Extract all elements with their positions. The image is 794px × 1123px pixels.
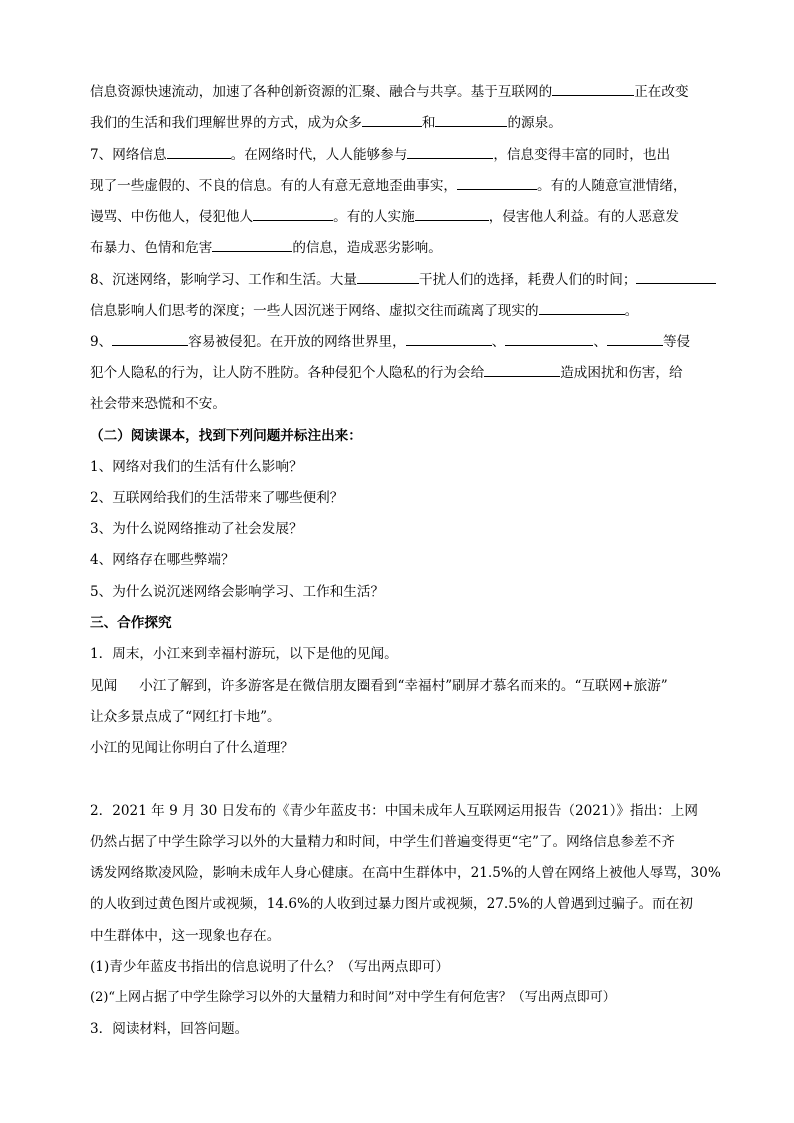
text: 信息资源快速流动，加速了各种创新资源的汇聚、融合与共享。基于互联网的 — [90, 84, 553, 100]
text: 9、 — [90, 334, 113, 350]
section2-question-3: 3、为什么说网络推动了社会发展？ — [90, 521, 303, 537]
section3-item1-line-2: 让众多景点成了“网红打卡地”。 — [90, 709, 281, 725]
fill-blank[interactable] — [167, 145, 231, 159]
fill-blank[interactable] — [435, 113, 507, 127]
text: 8、沉迷网络，影响学习、工作和生活。大量 — [90, 272, 357, 288]
q9-line-2 — [90, 363, 683, 383]
section3-item3-title: 3．阅读材料，回答问题。 — [90, 1021, 249, 1037]
text: 的源泉。 — [507, 115, 562, 131]
fill-blank[interactable] — [212, 238, 292, 252]
fill-blank[interactable] — [112, 332, 188, 346]
fill-blank[interactable] — [484, 363, 560, 377]
text: 、 — [593, 334, 607, 350]
text: 造成困扰和伤害，给 — [560, 365, 683, 381]
section3-item2-line-3: 诱发网络欺凌风险，影响未成年人身心健康。在高中生群体中，21.5%的人曾在网络上被他人辱骂，30% — [90, 865, 721, 881]
text: 。在网络时代，人人能够参与 — [230, 147, 408, 163]
section3-item2-line-2: 仍然占据了中学生除学习以外的大量精力和时间，中学生们普遍变得更“宅”了。网络信息参差不齐 — [90, 834, 675, 850]
q7-line-2 — [90, 176, 687, 196]
text: 犯个人隐私的行为，让人防不胜防。各种侵犯个人隐私的行为会给 — [90, 365, 485, 381]
section3-heading: 三、合作探究 — [90, 615, 172, 631]
text: ，侵害他人利益。有的人恶意发 — [488, 209, 679, 225]
q7-line-4 — [90, 238, 442, 258]
fill-blank[interactable] — [636, 270, 716, 284]
intro-line-2 — [90, 113, 562, 133]
text: 。有的人随意宣泄情绪， — [537, 178, 687, 194]
q8-line-1 — [90, 270, 716, 290]
text: 。有的人实施 — [333, 209, 415, 225]
text: 小江了解到，许多游客是在微信朋友圈看到“幸福村”刷屏才慕名而来的。“互联网+旅游” — [139, 678, 668, 694]
section2-question-2: 2、互联网给我们的生活带来了哪些便利？ — [90, 490, 344, 506]
fill-blank[interactable] — [457, 176, 537, 190]
fill-blank[interactable] — [607, 332, 663, 346]
section2-question-5: 5、为什么说沉迷网络会影响学习、工作和生活？ — [90, 584, 385, 600]
section3-item2-line-1: 2．2021 年 9 月 30 日发布的《青少年蓝皮书：中国未成年人互联网运用报告（2021）》指出：上网 — [90, 803, 698, 819]
fill-blank[interactable] — [552, 82, 634, 96]
text: 谩骂、中伤他人，侵犯他人 — [90, 209, 254, 225]
intro-line-1 — [90, 82, 689, 102]
fill-blank[interactable] — [415, 207, 489, 221]
q7-line-3 — [90, 207, 679, 227]
fill-blank[interactable] — [505, 332, 593, 346]
text: 容易被侵犯。在开放的网络世界里， — [188, 334, 406, 350]
section3-item1-title: 1．周末，小江来到幸福村游玩，以下是他的见闻。 — [90, 646, 398, 662]
section2-question-1: 1、网络对我们的生活有什么影响？ — [90, 459, 303, 475]
q8-line-2 — [90, 301, 638, 321]
fill-blank[interactable] — [406, 332, 492, 346]
text: ，信息变得丰富的同时，也出 — [493, 147, 671, 163]
label-jianwen: 见闻 — [90, 678, 118, 694]
q9-line-1 — [90, 332, 690, 352]
section3-item1-line-1 — [90, 676, 668, 696]
text: 7、网络信息 — [90, 147, 167, 163]
text: 和 — [421, 115, 436, 131]
text: 的信息，造成恶劣影响。 — [292, 240, 442, 256]
fill-blank[interactable] — [357, 270, 419, 284]
section3-item2-question-2: (2)“上网占据了中学生除学习以外的大量精力和时间”对中学生有何危害？（写出两点即可） — [90, 990, 616, 1005]
text: 现了一些虚假的、不良的信息。有的人有意无意地歪曲事实， — [90, 178, 458, 194]
text: 、 — [491, 334, 506, 350]
section3-item2-line-4: 的人收到过黄色图片或视频，14.6%的人收到过暴力图片或视频，27.5%的人曾遇到过骗子。而在初 — [90, 896, 693, 912]
text: 布暴力、色情和危害 — [90, 240, 213, 256]
text: 。 — [624, 303, 639, 319]
section3-item1-question: 小江的见闻让你明白了什么道理？ — [90, 740, 294, 756]
fill-blank[interactable] — [362, 113, 422, 127]
section2-heading: （二）阅读课本，找到下列问题并标注出来： — [90, 428, 362, 444]
section3-item2-question-1: (1)青少年蓝皮书指出的信息说明了什么？（写出两点即可） — [90, 959, 450, 975]
fill-blank[interactable] — [539, 301, 625, 315]
q9-line-3: 社会带来恐慌和不安。 — [90, 396, 226, 412]
q7-line-1 — [90, 145, 670, 165]
text: 我们的生活和我们理解世界的方式，成为众多 — [90, 115, 362, 131]
text: 正在改变 — [634, 84, 689, 100]
text: 干扰人们的选择，耗费人们的时间； — [418, 272, 637, 288]
fill-blank[interactable] — [407, 145, 493, 159]
fill-blank[interactable] — [253, 207, 333, 221]
section2-question-4: 4、网络存在哪些弊端？ — [90, 552, 235, 568]
section3-item2-line-5: 中生群体中，这一现象也存在。 — [90, 928, 281, 944]
text: 信息影响人们思考的深度；一些人因沉迷于网络、虚拟交往而疏离了现实的 — [90, 303, 539, 319]
text: 等侵 — [662, 334, 691, 350]
